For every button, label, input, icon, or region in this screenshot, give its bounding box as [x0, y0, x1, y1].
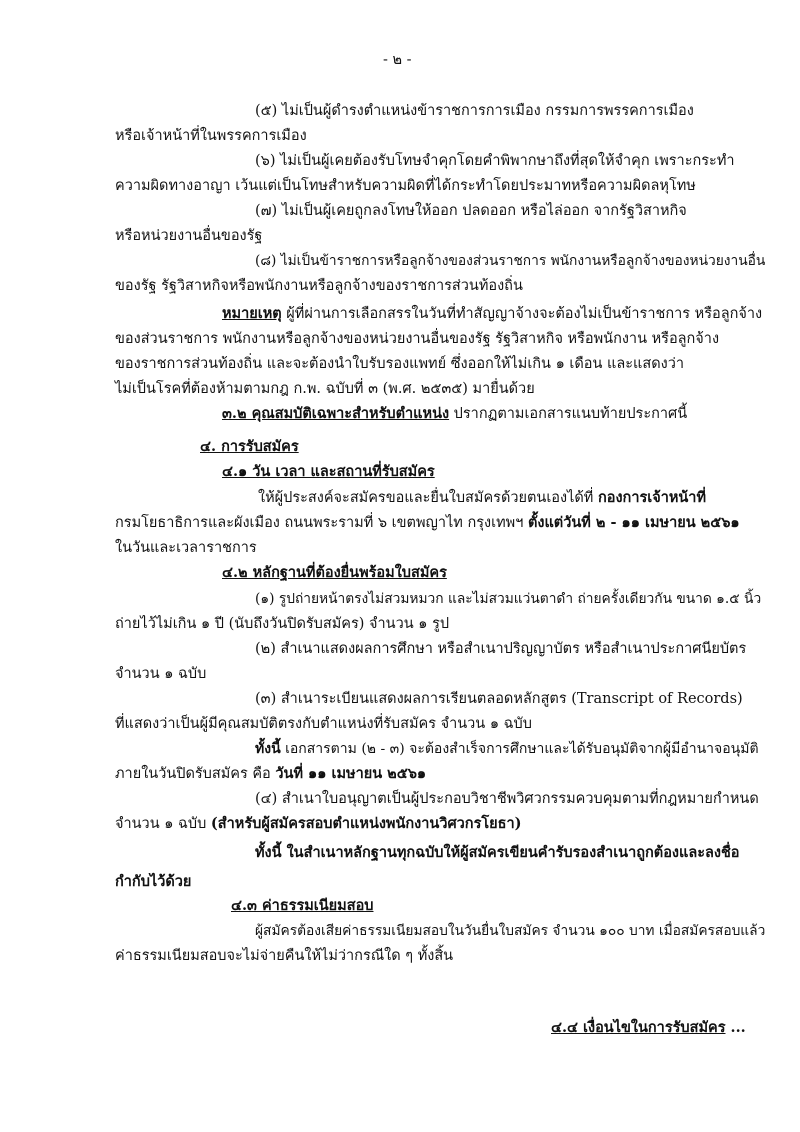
section-4-1-text1: ให้ผู้ประสงค์จะสมัครขอและยื่นใบสมัครด้วยตนเองได้ที่ — [258, 490, 598, 506]
doc-3-line1: (๓) สำเนาระเบียนแสดงผลการเรียนตลอดหลักสูตร (Transcript of Records) — [255, 691, 743, 707]
section-4-1-dates: ตั้งแต่วันที่ ๒ - ๑๑ เมษายน ๒๕๖๑ — [527, 514, 740, 531]
section-4-2-heading: ๔.๒ หลักฐานที่ต้องยื่นพร้อมใบสมัคร — [222, 564, 447, 581]
certification-line2: กำกับไว้ด้วย — [115, 873, 192, 890]
section-4-1-line3: ในวันและเวลาราชการ — [115, 540, 257, 556]
doc-3-line4 — [115, 764, 426, 784]
section-3-2-text: ปรากฏตามเอกสารแนบท้ายประกาศนี้ — [449, 406, 688, 422]
section-4-1-office: กองการเจ้าหน้าที่ — [597, 489, 707, 506]
item-8-line2: ของรัฐ รัฐวิสาหกิจหรือพนักงานหรือลูกจ้างของราชการส่วนท้องถิ่น — [115, 278, 523, 294]
note-line3: ของราชการส่วนท้องถิ่น และจะต้องนำใบรับรองแพทย์ ซึ่งออกให้ไม่เกิน ๑ เดือน และแสดงว่า — [115, 356, 684, 372]
section-4-1-line1 — [258, 488, 706, 508]
item-5-line2: หรือเจ้าหน้าที่ในพรรคการเมือง — [115, 128, 307, 144]
section-4-1-text2: กรมโยธาธิการและผังเมือง ถนนพระรามที่ ๖ เขตพญาไท กรุงเทพฯ — [115, 515, 528, 531]
item-5-line1: (๕) ไม่เป็นผู้ดำรงตำแหน่งข้าราชการการเมือง กรรมการพรรคการเมือง — [255, 103, 694, 119]
item-8-line1: (๘) ไม่เป็นข้าราชการหรือลูกจ้างของส่วนราชการ พนักงานหรือลูกจ้างของหน่วยงานอื่น — [255, 253, 766, 269]
doc-3-emphasis: ทั้งนี้ — [255, 741, 281, 757]
continuation-marker — [551, 1018, 746, 1038]
note-text: ผู้ที่ผ่านการเลือกสรรในวันที่ทำสัญญาจ้างจะต้องไม่เป็นข้าราชการ หรือลูกจ้าง — [281, 306, 763, 322]
section-3-2 — [222, 404, 687, 424]
doc-3-line3 — [255, 739, 759, 759]
doc-3-deadline-label: ภายในวันปิดรับสมัคร คือ — [115, 766, 276, 782]
item-6-line1: (๖) ไม่เป็นผู้เคยต้องรับโทษจำคุกโดยคำพิพากษาถึงที่สุดให้จำคุก เพราะกระทำ — [255, 153, 735, 169]
note-label: หมายเหตุ — [222, 305, 282, 322]
doc-3-deadline: วันที่ ๑๑ เมษายน ๒๕๖๑ — [275, 765, 427, 782]
section-4-3-heading: ๔.๓ ค่าธรรมเนียมสอบ — [231, 897, 374, 914]
doc-3-text: เอกสารตาม (๒ - ๓) จะต้องสำเร็จการศึกษาและได้รับอนุมัติจากผู้มีอำนาจอนุมัติ — [280, 741, 759, 757]
note-line1 — [222, 304, 762, 324]
note-line2: ของส่วนราชการ พนักงานหรือลูกจ้างของหน่วยงานอื่นของรัฐ รัฐวิสาหกิจ หรือพนักงาน หรือลูกจ้าง — [115, 331, 720, 347]
certification-line1: ทั้งนี้ ในสำเนาหลักฐานทุกฉบับให้ผู้สมัครเขียนคำรับรองสำเนาถูกต้องและลงชื่อ — [255, 844, 740, 861]
doc-1-line2: ถ่ายไว้ไม่เกิน ๑ ปี (นับถึงวันปิดรับสมัคร) จำนวน ๑ รูป — [115, 616, 450, 632]
page-number: - ๒ - — [383, 52, 412, 68]
doc-2-line1: (๒) สำเนาแสดงผลการศึกษา หรือสำเนาปริญญาบัตร หรือสำเนาประกาศนียบัตร — [255, 641, 747, 657]
doc-4-line2 — [115, 814, 522, 834]
section-4-3-line2: ค่าธรรมเนียมสอบจะไม่จ่ายคืนให้ไม่ว่ากรณีใด ๆ ทั้งสิ้น — [115, 948, 454, 964]
doc-4-text: จำนวน ๑ ฉบับ — [115, 816, 211, 832]
section-4-1-heading: ๔.๑ วัน เวลา และสถานที่รับสมัคร — [222, 463, 435, 480]
item-7-line1: (๗) ไม่เป็นผู้เคยถูกลงโทษให้ออก ปลดออก หรือไล่ออก จากรัฐวิสาหกิจ — [255, 203, 687, 219]
section-3-2-heading: ๓.๒ คุณสมบัติเฉพาะสำหรับตำแหน่ง — [222, 405, 450, 422]
continuation-label: ๔.๔ เงื่อนไขในการรับสมัคร — [551, 1019, 726, 1036]
section-4-3-line1: ผู้สมัครต้องเสียค่าธรรมเนียมสอบในวันยื่นใบสมัคร จำนวน ๑๐๐ บาท เมื่อสมัครสอบแล้ว — [255, 923, 766, 939]
continuation-dots: ... — [725, 1019, 746, 1036]
note-line4: ไม่เป็นโรคที่ต้องห้ามตามกฎ ก.พ. ฉบับที่ ๓ (พ.ศ. ๒๕๓๕) มายื่นด้วย — [115, 381, 535, 397]
doc-1-line1: (๑) รูปถ่ายหน้าตรงไม่สวมหมวก และไม่สวมแว่นตาดำ ถ่ายครั้งเดียวกัน ขนาด ๑.๕ นิ้ว — [255, 591, 762, 607]
section-4-1-line2 — [115, 513, 740, 533]
doc-4-line1: (๔) สำเนาใบอนุญาตเป็นผู้ประกอบวิชาชีพวิศวกรรมควบคุมตามที่กฎหมายกำหนด — [255, 791, 759, 807]
item-7-line2: หรือหน่วยงานอื่นของรัฐ — [115, 228, 263, 244]
doc-2-line2: จำนวน ๑ ฉบับ — [115, 666, 207, 682]
section-4-heading: ๔. การรับสมัคร — [200, 438, 299, 455]
item-6-line2: ความผิดทางอาญา เว้นแต่เป็นโทษสำหรับความผิดที่ได้กระทำโดยประมาทหรือความผิดลหุโทษ — [115, 178, 696, 194]
doc-3-line2: ที่แสดงว่าเป็นผู้มีคุณสมบัติตรงกับตำแหน่งที่รับสมัคร จำนวน ๑ ฉบับ — [115, 716, 532, 732]
doc-4-note: (สำหรับผู้สมัครสอบตำแหน่งพนักงานวิศวกรโยธา) — [210, 815, 522, 832]
